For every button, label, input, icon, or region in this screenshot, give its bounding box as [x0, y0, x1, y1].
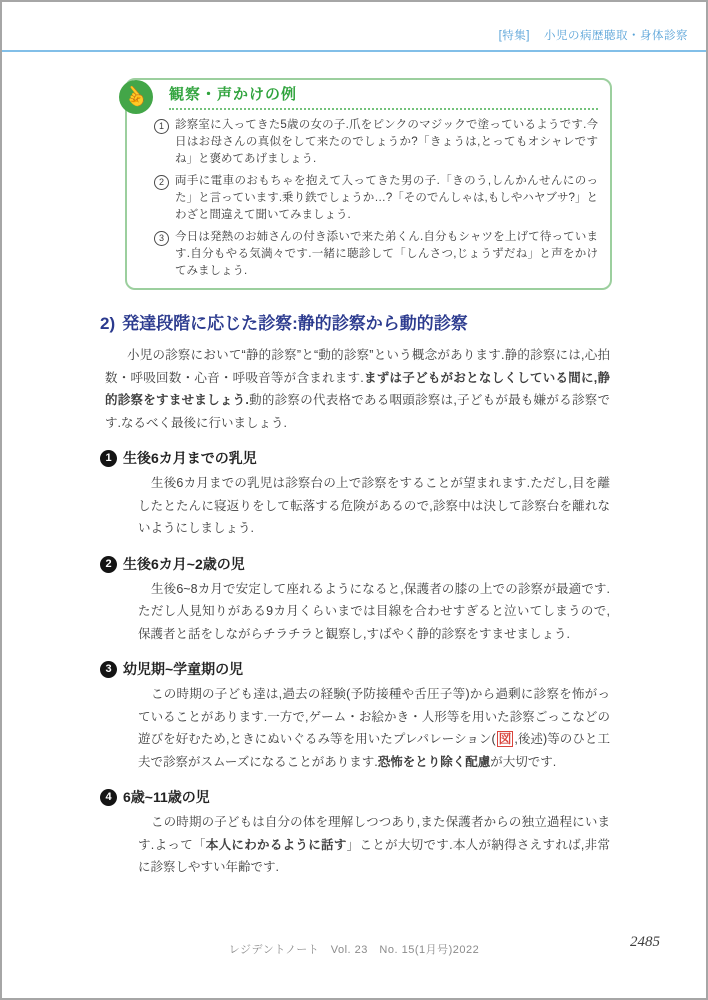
subsection-heading	[100, 788, 610, 807]
feature-tag: [特集]	[498, 30, 530, 42]
text-segment: が大切です.	[490, 754, 557, 769]
filled-circled-number-icon: 1	[100, 450, 117, 467]
circled-number-icon: 1	[154, 119, 169, 134]
example-item-3	[154, 229, 598, 280]
subsection-heading	[100, 660, 610, 679]
example-box-title: 観察・声かけの例	[169, 86, 298, 103]
filled-circled-number-icon: 4	[100, 789, 117, 806]
text-segment: 動的診察の代表格である咽頭診察は,子どもが最も嫌がる診察です.なるべく最後に行いましょう.	[105, 393, 610, 430]
example-item-text: 診察室に入ってきた5歳の女の子.爪をピンクのマジックで塗っているようです.今日はお母さんの真似をして来たのでしょうか?「きょうは,とってもオシャレですね」と褒めてあげましょう.	[175, 119, 598, 165]
observation-example-box	[120, 78, 612, 290]
section-title: 発達段階に応じた診察:静的診察から動的診察	[122, 314, 468, 333]
text-segment-bold: 恐怖をとり除く配慮	[377, 754, 491, 769]
subsection-title: 6歳~11歳の児	[123, 789, 210, 805]
example-item-2	[154, 173, 598, 224]
pointing-hand-glyph: ☝	[120, 81, 152, 113]
circled-number-icon: 3	[154, 231, 169, 246]
example-item-list	[141, 117, 598, 280]
subsection-paragraph	[138, 811, 610, 879]
example-item-text: 両手に電車のおもちゃを抱えて入ってきた男の子.「きのう,しんかんせんにのった」と言っています.乗り鉄でしょうか…?「そのでんしゃは,もしやハヤブサ?」とわざと間違えて聞いてみましょう.	[175, 175, 598, 221]
text-segment: この時期の子どもは自分の体を理解しつつあり,また保護者からの独立過程にいます.よって「	[138, 815, 610, 852]
subsection-title: 生後6カ月~2歳の児	[123, 555, 245, 572]
text-segment-bold: 本人にわかるように話す	[205, 837, 347, 852]
text-segment: 生後6カ月までの乳児は診察台の上で診察をすることが望まれます.ただし,目を離したとたんに寝返りをして転落する危険があるので,診察中は決して診察台を離れないようにしましょう.	[138, 476, 610, 535]
footer-journal-line: レジデントノート Vol. 23 No. 15(1月号)2022	[228, 944, 480, 956]
text-segment: ,後述)等のひと工夫で診察がスムーズになることがあります.	[138, 732, 610, 769]
section-heading	[100, 312, 610, 335]
text-segment: 」ことが大切です.本人が納得さえすれば,非常に診察しやすい年齢です.	[138, 837, 610, 874]
feature-title: 小児の病歴聴取・身体診察	[544, 30, 688, 42]
subsection-infant-under-6-months	[100, 449, 610, 540]
example-box-title-row	[169, 83, 598, 110]
subsection-title: 生後6カ月までの乳児	[123, 450, 257, 466]
page-header	[2, 2, 706, 52]
subsection-paragraph	[138, 683, 610, 773]
subsection-heading	[100, 449, 610, 468]
subsection-6-to-11-years	[100, 788, 610, 879]
subsection-6-months-to-2-years	[100, 555, 610, 646]
main-content	[2, 288, 706, 879]
text-segment-figref: 図	[498, 732, 512, 746]
section-intro-paragraph	[105, 344, 610, 434]
example-item-text: 今日は発熱のお姉さんの付き添いで来た弟くん.自分もシャツを上げて待っています.自分もやる気満々です.一緒に聴診して「しんさつ,じょうずだね」と声をかけてみましょう.	[175, 231, 598, 277]
text-segment: 生後6~8カ月で安定して座れるようになると,保護者の膝の上での診察が最適です.ただし人見知りがある9カ月くらいまでは目線を合わせすぎると泣いてしまうので,保護者と話をしながらチラチラと観察し,すばやく静的診察をすませましょう.	[138, 581, 610, 641]
filled-circled-number-icon: 2	[100, 556, 117, 573]
subsection-title: 幼児期~学童期の児	[123, 661, 244, 677]
filled-circled-number-icon: 3	[100, 661, 117, 678]
section-number: 2)	[100, 314, 116, 333]
text-segment-bold: まずは子どもがおとなしくしている間に,静的診察をすませましょう.	[105, 370, 610, 407]
subsection-heading	[100, 555, 610, 574]
example-item-1	[154, 117, 598, 168]
circled-number-icon: 2	[154, 175, 169, 190]
page-number: 2485	[630, 934, 660, 950]
subsection-paragraph	[138, 578, 610, 646]
text-segment: 小児の診察において“静的診察”と“動的診察”という概念があります.静的診察には,心拍数・呼吸回数・心音・呼吸音等が含まれます.	[105, 348, 610, 385]
text-segment: この時期の子ども達は,過去の経験(予防接種や舌圧子等)から過剰に診察を怖がっていることがあります.一方で,ゲーム・お絵かき・人形等を用いた診察ごっこなどの遊びを好むため,ときにぬいぐるみ等を用いたプレパレーション(	[138, 687, 610, 746]
subsection-preschool-to-school-age	[100, 660, 610, 773]
subsection-paragraph	[138, 472, 610, 540]
pointing-hand-icon	[119, 80, 153, 114]
